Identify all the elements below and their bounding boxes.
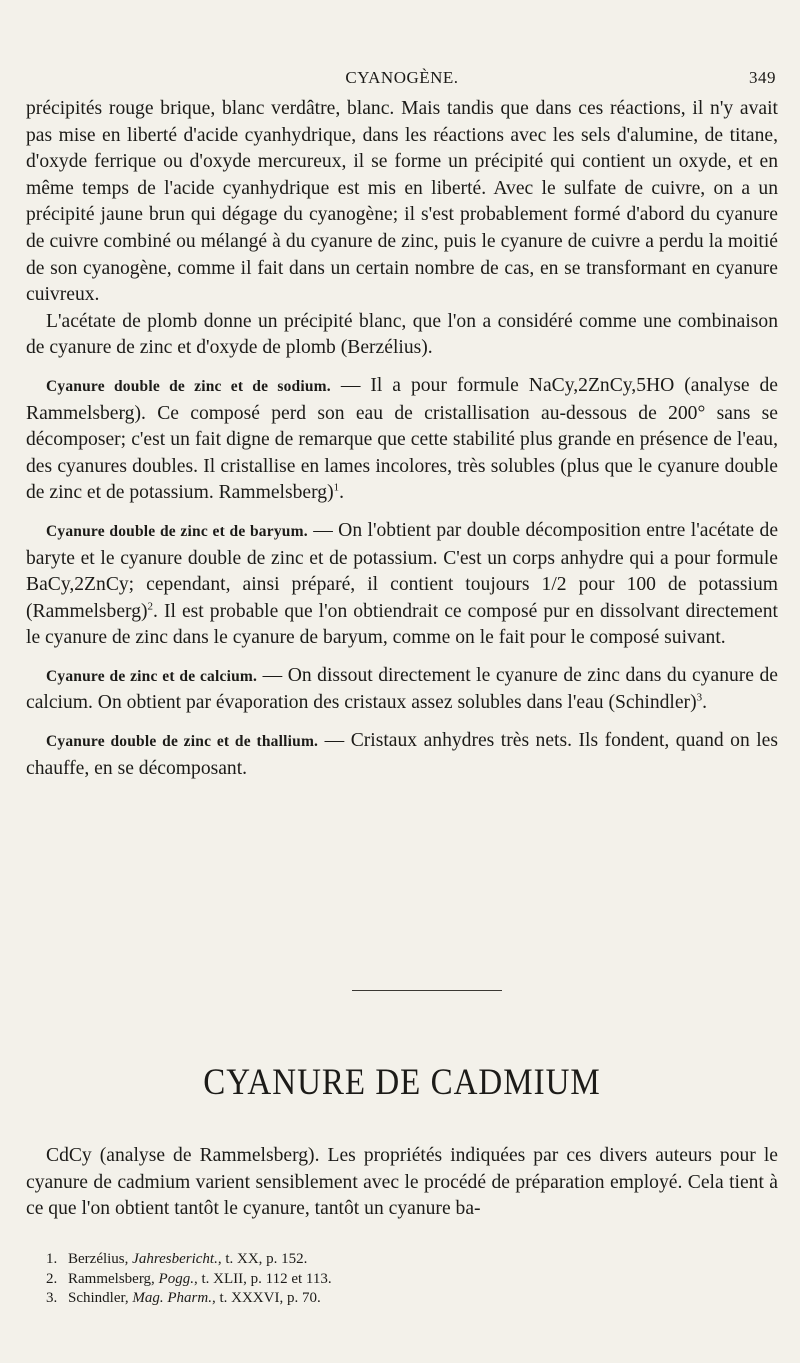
section-text-end: . Il est probable que l'on obtiendrait ce composé pur en dissolvant directement le cyanure de zinc dans le cyanure de baryum, comme on le fait pour le composé suivant. — [26, 600, 778, 649]
paragraph-continuation: précipités rouge brique, blanc verdâtre, blanc. Mais tandis que dans ces réactions, il n'y avait pas mise en liberté d'acide cyanhydrique, dans les réactions avec les sels d'alumine, de titane, d'oxyde ferrique ou d'oxyde mercureux, il se forme un précipité qui contient un oxyde, et en même temps de l'acide cyanhydrique est mis en liberté. Avec le sulfate de cuivre, on a un précipité jaune brun qui dégage du cyanogène; il s'est probablement formé d'abord du cyanure de cuivre combiné ou mélangé à du cyanure de zinc, puis le cyanure de cuivre a perdu la moitié de son cyanogène, comme il fait dans un certain nombre de cas, en se transformant en cyanure cuivreux. — [26, 98, 778, 306]
footnote-ref: 2 — [147, 600, 154, 613]
footnote-author: Berzélius, — [68, 1251, 133, 1267]
footnote-number: 3. — [46, 1290, 58, 1306]
section-heading: Cyanure double de zinc et de thallium. — [46, 733, 319, 751]
footnote-ref-detail: , t. XXXVI, p. 70. — [211, 1290, 321, 1306]
footnote-author: Schindler, — [68, 1290, 133, 1306]
page-number: 349 — [749, 68, 776, 87]
section-text-end: . — [339, 482, 345, 504]
running-title: CYANOGÈNE. — [345, 68, 459, 87]
footnotes — [46, 1250, 746, 1309]
footnote-2 — [46, 1270, 746, 1290]
section-text: — Cristaux anhydres très nets. Ils fondent, quand on les chauffe, en se décomposant. — [26, 730, 778, 779]
footnote-journal: Jahresbericht. — [132, 1251, 218, 1267]
chapter-paragraph: CdCy (analyse de Rammelsberg). Les propriétés indiquées par ces divers auteurs pour le cyanure de cadmium varient sensiblement avec le procédé de préparation employé. Cela tient à ce que l'on obtient tantôt le cyanure, tantôt un cyanure ba- — [26, 1145, 778, 1220]
footnote-journal: Pogg. — [158, 1270, 194, 1287]
footnote-ref-detail: , t. XX, p. 152. — [217, 1251, 308, 1267]
section-zinc-sodium — [26, 373, 778, 507]
footnote-ref: 1 — [333, 481, 340, 494]
footnote-journal: Mag. Pharm. — [132, 1290, 212, 1306]
section-heading: Cyanure double de zinc et de baryum. — [46, 522, 308, 540]
section-zinc-calcium — [26, 663, 778, 717]
footnote-3 — [46, 1289, 746, 1309]
footnote-author: Rammelsberg, — [68, 1270, 159, 1287]
section-divider — [352, 990, 502, 991]
section-text: — On dissout directement le cyanure de zinc dans du cyanure de calcium. On obtient par évaporation des cristaux assez solubles dans l'eau (Schindler) — [26, 664, 779, 714]
section-zinc-baryum — [26, 518, 778, 652]
chapter-title: CYANURE DE CADMIUM — [203, 1062, 601, 1104]
running-head — [26, 68, 778, 92]
section-text: — Il a pour formule NaCy,2ZnCy,5HO (analyse de Rammelsberg). Ce composé perd son eau de cristallisation au-dessous de 200° sans se décomposer; c'est un fait digne de remarque que cette stabilité plus grande en présence de l'eau, des cyanures doubles. Il cristallise en lames incolores, très solubles (plus que le cyanure double de zinc et de potassium. Rammelsberg) — [26, 374, 778, 504]
chapter-text — [26, 1143, 778, 1223]
footnote-1 — [46, 1250, 746, 1270]
footnote-number: 2. — [46, 1270, 58, 1287]
section-heading: Cyanure de zinc et de calcium. — [46, 667, 258, 685]
section-zinc-thallium — [26, 728, 778, 782]
footnote-ref-detail: , t. XLII, p. 112 et 113. — [193, 1270, 332, 1287]
section-text-end: . — [702, 692, 708, 714]
section-text: — On l'obtient par double décomposition entre l'acétate de baryte et le cyanure double de zinc et de potassium. C'est un corps anhydre qui a pour formule BaCy,2ZnCy; cependant, ainsi préparé, il contient toujours 1/2 pour 100 de potassium (Rammelsberg) — [26, 519, 779, 622]
footnote-number: 1. — [46, 1251, 58, 1267]
footnote-ref: 3 — [696, 691, 703, 704]
paragraph-lead-acetate: L'acétate de plomb donne un précipité blanc, que l'on a considéré comme une combinaison de cyanure de zinc et d'oxyde de plomb (Berzélius). — [26, 310, 778, 359]
document-page — [26, 0, 778, 1363]
section-heading: Cyanure double de zinc et de sodium. — [46, 377, 331, 395]
body-text — [26, 96, 778, 782]
